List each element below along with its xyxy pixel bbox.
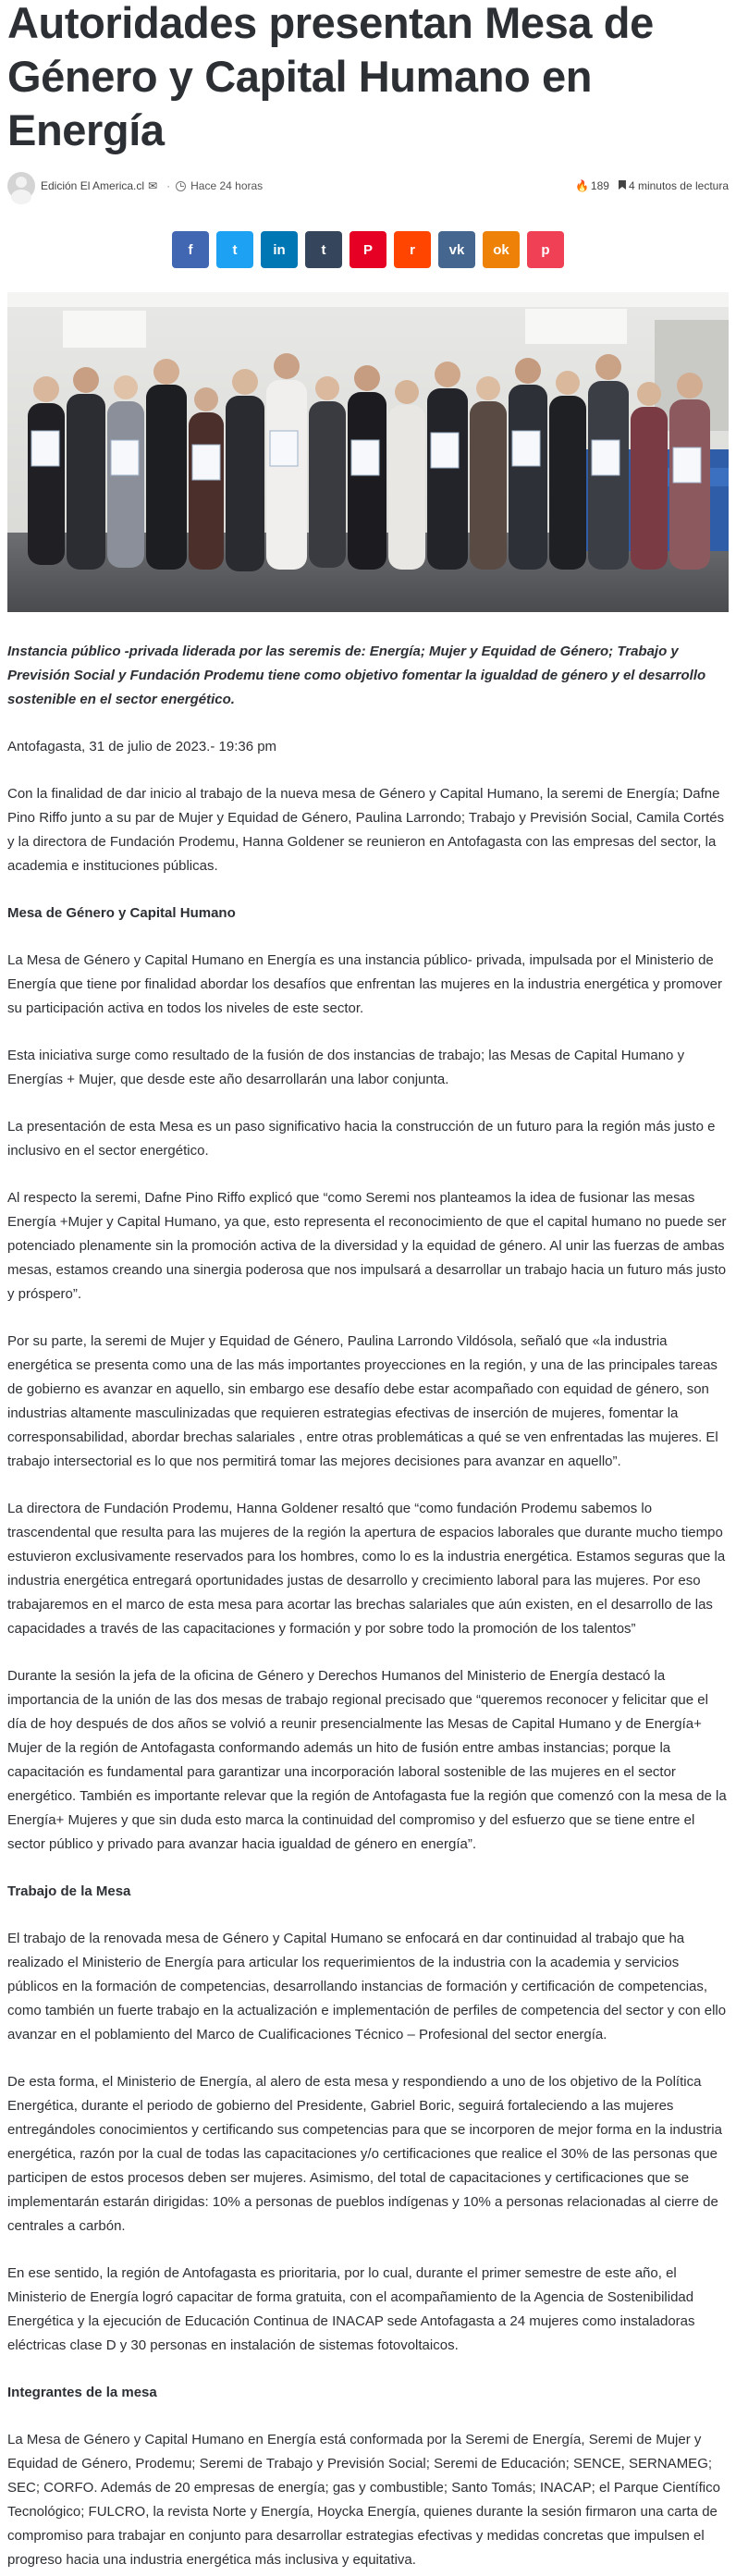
dateline — [7, 735, 729, 759]
article-meta — [7, 172, 729, 200]
dateline-date: Antofagasta, 31 de julio de 2023.- — [7, 739, 215, 754]
vk-icon: vk — [448, 241, 465, 258]
reddit-icon: r — [410, 241, 415, 258]
share-pocket-button[interactable] — [527, 231, 564, 268]
share-twitter-button[interactable] — [216, 231, 253, 268]
share-tumblr-button[interactable] — [305, 231, 342, 268]
article-lead: Instancia público -privada liderada por las seremis de: Energía; Mujer y Equidad de Género; Trabajo y Previsión Social y Fundación Prodemu tiene como objetivo fomentar la igualdad de género y el desarrollo sostenible en el sector energético. — [7, 644, 706, 707]
paragraph: Durante la sesión la jefa de la oficina de Género y Derechos Humanos del Ministerio de Energía destacó la importancia de la unión de las dos mesas de trabajo regional precisado que “queremos reconocer y felicitar que el día de hoy después de dos años se volvió a reunir presencialmente las Mesas de Capital Humano y de Energía+ Mujer de la región de Antofagasta conformando además un hito de fusión entre ambas instancias; porque la capacitación es fundamental para garantizar una incorporación laboral sostenible de las mujeres en el sector energético. También es importante relevar que la región de Antofagasta fue la región que comenzó con la mesa de la Energía+ Mujeres y que sin duda esto marca la continuidad del compromiso y del esfuerzo que se tiene entre el sector público y privado para avanzar hacia igualdad de género en energía”. — [7, 1668, 727, 1852]
tumblr-icon: t — [321, 241, 326, 258]
share-pinterest-button[interactable] — [350, 231, 386, 268]
read-time: 4 minutos de lectura — [628, 179, 729, 192]
meta-right — [575, 179, 729, 192]
facebook-icon: f — [188, 241, 193, 258]
meta-left — [7, 172, 263, 200]
share-vk-button[interactable] — [438, 231, 475, 268]
section-heading-integrantes: Integrantes de la mesa — [7, 2385, 157, 2400]
author-name[interactable]: Edición El America.cl — [41, 179, 145, 192]
linkedin-icon: in — [273, 241, 286, 258]
paragraph: Por su parte, la seremi de Mujer y Equidad de Género, Paulina Larrondo Vildósola, señaló que «la industria energética se presenta como una de las más importantes proyecciones en la región, y una de las principales tareas de gobierno es avanzar en aquello, sin embargo ese desafío debe estar acompañado con equidad de género, son industrias altamente masculinizadas que requieren estrategias efectivas de inserción de mujeres, fomentar la corresponsabilidad, abordar brechas salariales , entre otras problemáticas a qué se ven enfrentadas las mujeres. El trabajo intersectorial es lo que nos permitirá tomar las mejores decisiones para avanzar en aquello”. — [7, 1333, 718, 1469]
paragraph: De esta forma, el Ministerio de Energía, al alero de esta mesa y respondiendo a uno de los objetivo de la Política Energética, durante el periodo de gobierno del Presidente, Gabriel Boric, seguirá fortaleciendo a las mujeres entregándoles conocimientos y certificando sus competencias para que se incorporen de mejor forma en la industria energética, razón por la cual de todas las capacitaciones y/o certificaciones que realice el 30% de las personas que participen de estos procesos deben ser mujeres. Asimismo, del total de capacitaciones y certificaciones que se implementarán estarán dirigidas: 10% a personas de pueblos indígenas y 10% a personas relacionadas al cierre de centrales a carbón. — [7, 2074, 722, 2234]
pinterest-icon: P — [362, 241, 373, 258]
paragraph: La Mesa de Género y Capital Humano en Energía es una instancia público- privada, impulsada por el Ministerio de Energía que tiene por finalidad abordar los desafíos que enfrentan las mujeres en la industria energética y promover su participación activa en todos los niveles de este sector. — [7, 952, 722, 1016]
paragraph: Esta iniciativa surge como resultado de la fusión de dos instancias de trabajo; las Mesas de Capital Humano y Energías + Mujer, que desde este año desarrollarán una labor conjunta. — [7, 1048, 685, 1087]
paragraph: En ese sentido, la región de Antofagasta es prioritaria, por lo cual, durante el primer semestre de este año, el Ministerio de Energía logró capacitar de forma gratuita, con el acompañamiento de la Agencia de Sostenibilidad Energética y la ejecución de Educación Continua de INACAP sede Antofagasta a 24 mujeres como instaladoras eléctricas clase D y 30 personas en instalación de sistemas fotovoltaicos. — [7, 2265, 695, 2353]
twitter-icon: t — [232, 241, 238, 258]
read-time-wrap — [619, 179, 729, 192]
author-avatar[interactable] — [7, 172, 35, 200]
dateline-time: 19:36 pm — [215, 739, 277, 754]
paragraph: El trabajo de la renovada mesa de Género y Capital Humano se enfocará en dar continuidad al trabajo que ha realizado el Ministerio de Energía para articular los requerimientos de la industria con la academia y servicios públicos en la formación de competencias, desarrollando instancias de formación y certificación de competencias, como también un fuerte trabajo en la actualización e implementación de perfiles de competencia del sector y con ello avanzar en el poblamiento del Marco de Cualificaciones Técnico – Profesional del sector energía. — [7, 1931, 727, 2042]
share-odnoklassniki-button[interactable] — [483, 231, 520, 268]
paragraph: Al respecto la seremi, Dafne Pino Riffo explicó que “como Seremi nos planteamos la idea de fusionar las mesas Energía +Mujer y Capital Humano, ya que, esto representa el reconocimiento de que el capital humano no puede ser potenciado plenamente sin la promoción activa de la diversidad y la equidad de género. Al unir las fuerzas de ambas mesas, estamos creando una sinergia poderosa que nos impulsará a desarrollar un trabajo hacia un futuro más justo y próspero”. — [7, 1190, 727, 1302]
share-linkedin-button[interactable] — [261, 231, 298, 268]
pocket-icon: p — [541, 241, 550, 258]
clock-icon — [176, 181, 186, 191]
paragraph: La Mesa de Género y Capital Humano en Energía está conformada por la Seremi de Energía, Seremi de Mujer y Equidad de Género, Prodemu; Seremi de Trabajo y Previsión Social; Seremi de Educación; SENCE, SERNAMEG; SEC; CORFO. Además de 20 empresas de energía; gas y combustible; Santo Tomás; INACAP; el Parque Científico Tecnológico; FULCRO, la revista Norte y Energía, Hoycka Energía, quienes durante la sesión firmaron una carta de compromiso para trabajar en conjunto para desarrollar estrategias efectivas y medidas concretas que impulsen el progreso hacia una industria energética más inclusiva y equitativa. — [7, 2432, 720, 2568]
share-facebook-button[interactable] — [172, 231, 209, 268]
bookmark-icon — [619, 180, 626, 190]
share-reddit-button[interactable] — [394, 231, 431, 268]
article-body — [7, 640, 729, 2572]
group-photo-image — [7, 292, 729, 612]
article-title: Autoridades presentan Mesa de Género y Capital Humano en Energía — [7, 0, 654, 154]
share-buttons — [7, 231, 729, 268]
envelope-icon[interactable]: ✉ — [148, 179, 158, 192]
paragraph: La directora de Fundación Prodemu, Hanna Goldener resaltó que “como fundación Prodemu sabemos lo trascendental que resulta para las mujeres de la región la apertura de espacios laborales que durante mucho tiempo estuvieron exclusivamente reservados para los hombres, como lo es la industria energética. Estamos seguras que la industria energética entregará oportunidades justas de desarrollo y crecimiento laboral para las mujeres. Por eso trabajaremos en el marco de esta mesa para acortar las brechas salariales que aún existen, en el desarrollo de las capacidades a través de las capacitaciones y formación y por sobre todo la promoción de los talentos” — [7, 1501, 726, 1637]
time-ago: Hace 24 horas — [190, 179, 264, 192]
paragraph: Con la finalidad de dar inicio al trabajo de la nueva mesa de Género y Capital Humano, la seremi de Energía; Dafne Pino Riffo junto a su par de Mujer y Equidad de Género, Paulina Larrondo; Trabajo y Previsión Social, Camila Cortés y la directora de Fundación Prodemu, Hanna Goldener se reunieron en Antofagasta con las empresas del sector, la academia e instituciones públicas. — [7, 786, 725, 874]
section-heading-trabajo: Trabajo de la Mesa — [7, 1883, 131, 1899]
separator-dot: · — [166, 179, 171, 192]
paragraph: La presentación de esta Mesa es un paso significativo hacia la construcción de un futuro para la región más justo e inclusivo en el sector energético. — [7, 1119, 716, 1159]
article-photo — [7, 292, 729, 612]
views-count-wrap — [575, 179, 609, 192]
flame-icon: 🔥 — [574, 179, 589, 192]
odnoklassniki-icon: ok — [493, 241, 509, 258]
section-heading-mesa: Mesa de Género y Capital Humano — [7, 905, 236, 921]
views-count: 189 — [590, 179, 609, 192]
